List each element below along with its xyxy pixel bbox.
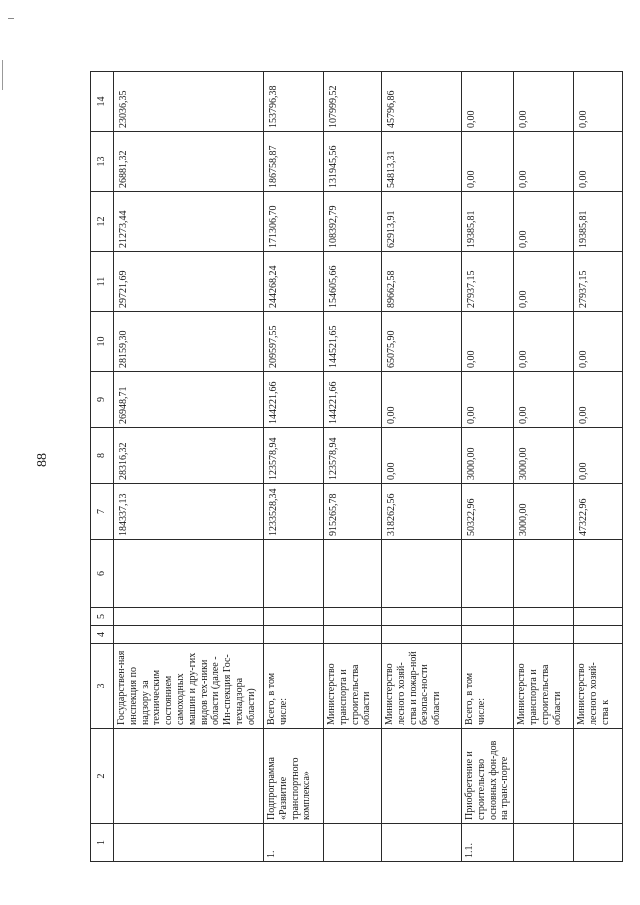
cell-col-13: 54813,31: [382, 132, 462, 192]
cell-col-6: [462, 540, 514, 608]
cell-col-2: [574, 729, 623, 824]
cell-col-3: Министерство лесного хозяй-ства к: [574, 644, 623, 729]
cell-col-2: Приобретение и строительство основных фон-дов на транс-порте: [462, 729, 514, 824]
cell-col-7: 1233528,34: [264, 484, 324, 540]
column-header-11: 11: [91, 252, 114, 312]
cell-col-13: 0,00: [462, 132, 514, 192]
column-header-2: 2: [91, 729, 114, 824]
cell-col-14: 45796,86: [382, 72, 462, 132]
column-header-9: 9: [91, 372, 114, 428]
column-header-10: 10: [91, 312, 114, 372]
cell-col-9: 0,00: [462, 372, 514, 428]
cell-col-11: 27937,15: [462, 252, 514, 312]
cell-col-7: 915265,78: [324, 484, 382, 540]
cell-col-8: 3000,00: [462, 428, 514, 484]
scan-edge-mark: [8, 18, 14, 19]
cell-col-6: [382, 540, 462, 608]
cell-col-2: Подпрограмма «Развитие транспортного комплекса»: [264, 729, 324, 824]
cell-col-5: [514, 608, 574, 626]
cell-col-2: [514, 729, 574, 824]
cell-col-11: 27937,15: [574, 252, 623, 312]
cell-col-9: 26948,71: [114, 372, 264, 428]
cell-col-14: 23036,35: [114, 72, 264, 132]
column-header-6: 6: [91, 540, 114, 608]
cell-col-8: 0,00: [382, 428, 462, 484]
table-row: [324, 72, 382, 862]
column-header-5: 5: [91, 608, 114, 626]
cell-col-5: [324, 608, 382, 626]
column-header-14: 14: [91, 72, 114, 132]
cell-col-6: [514, 540, 574, 608]
cell-col-11: 0,00: [514, 252, 574, 312]
cell-col-5: [462, 608, 514, 626]
cell-col-4: [574, 626, 623, 644]
page-number: 88: [35, 453, 50, 467]
cell-col-10: 144521,65: [324, 312, 382, 372]
cell-col-7: 3000,00: [514, 484, 574, 540]
cell-col-9: 144221,66: [264, 372, 324, 428]
cell-col-4: [324, 626, 382, 644]
cell-col-7: 50322,96: [462, 484, 514, 540]
cell-col-1: [114, 824, 264, 862]
cell-col-1: [514, 824, 574, 862]
cell-col-5: [574, 608, 623, 626]
cell-col-9: 0,00: [514, 372, 574, 428]
cell-col-9: 144221,66: [324, 372, 382, 428]
cell-col-3: Министерство транспорта и строительства области: [514, 644, 574, 729]
cell-col-14: 153796,38: [264, 72, 324, 132]
cell-col-13: 131945,56: [324, 132, 382, 192]
cell-col-8: 3000,00: [514, 428, 574, 484]
cell-col-4: [514, 626, 574, 644]
cell-col-4: [114, 626, 264, 644]
cell-col-6: [114, 540, 264, 608]
cell-col-12: 108392,79: [324, 192, 382, 252]
cell-col-13: 186758,87: [264, 132, 324, 192]
cell-col-11: 244268,24: [264, 252, 324, 312]
cell-col-2: [114, 729, 264, 824]
cell-col-10: 0,00: [574, 312, 623, 372]
cell-col-6: [324, 540, 382, 608]
cell-col-3: Всего, в том числе:: [264, 644, 324, 729]
cell-col-5: [382, 608, 462, 626]
cell-col-4: [264, 626, 324, 644]
column-header-7: 7: [91, 484, 114, 540]
cell-col-12: 21273,44: [114, 192, 264, 252]
cell-col-14: 0,00: [462, 72, 514, 132]
cell-col-4: [382, 626, 462, 644]
cell-col-2: [382, 729, 462, 824]
cell-col-14: 107999,52: [324, 72, 382, 132]
cell-col-12: 19385,81: [462, 192, 514, 252]
cell-col-3: Всего, в том числе:: [462, 644, 514, 729]
cell-col-6: [264, 540, 324, 608]
budget-table-rotated: [90, 72, 617, 862]
column-header-3: 3: [91, 644, 114, 729]
cell-col-9: 0,00: [382, 372, 462, 428]
table-header-row: [91, 72, 114, 862]
column-header-8: 8: [91, 428, 114, 484]
scan-edge-mark: [2, 60, 3, 90]
cell-col-14: 0,00: [574, 72, 623, 132]
cell-col-5: [114, 608, 264, 626]
cell-col-7: 47322,96: [574, 484, 623, 540]
column-header-4: 4: [91, 626, 114, 644]
cell-col-1: 1.1.: [462, 824, 514, 862]
cell-col-13: 0,00: [574, 132, 623, 192]
cell-col-14: 0,00: [514, 72, 574, 132]
column-header-1: 1: [91, 824, 114, 862]
cell-col-5: [264, 608, 324, 626]
cell-col-12: 171306,70: [264, 192, 324, 252]
cell-col-1: [574, 824, 623, 862]
cell-col-11: 154605,66: [324, 252, 382, 312]
cell-col-11: 89662,58: [382, 252, 462, 312]
table-row: [264, 72, 324, 862]
cell-col-8: 123578,94: [324, 428, 382, 484]
cell-col-1: 1.: [264, 824, 324, 862]
cell-col-10: 65075,90: [382, 312, 462, 372]
cell-col-10: 28159,30: [114, 312, 264, 372]
cell-col-13: 26881,32: [114, 132, 264, 192]
cell-col-12: 19385,81: [574, 192, 623, 252]
table-body: [114, 72, 623, 862]
cell-col-2: [324, 729, 382, 824]
cell-col-12: 0,00: [514, 192, 574, 252]
cell-col-1: [382, 824, 462, 862]
cell-col-12: 62913,91: [382, 192, 462, 252]
column-header-13: 13: [91, 132, 114, 192]
table-row: [462, 72, 514, 862]
cell-col-3: Государствен-ная инспекция по надзору за техническим состоянием самоходных машин и дру-гих видов тех-ники области (далее - Ин-спекция Гос-технадзора области): [114, 644, 264, 729]
cell-col-10: 0,00: [462, 312, 514, 372]
cell-col-11: 29721,69: [114, 252, 264, 312]
cell-col-8: 123578,94: [264, 428, 324, 484]
cell-col-8: 28316,32: [114, 428, 264, 484]
table-row: [514, 72, 574, 862]
cell-col-6: [574, 540, 623, 608]
cell-col-9: 0,00: [574, 372, 623, 428]
cell-col-3: Министерство лесного хозяй-ства и пожар-ной безопас-ности области: [382, 644, 462, 729]
cell-col-1: [324, 824, 382, 862]
budget-table: [90, 71, 623, 862]
cell-col-13: 0,00: [514, 132, 574, 192]
table-row: [574, 72, 623, 862]
table-row: [382, 72, 462, 862]
cell-col-7: 184337,13: [114, 484, 264, 540]
table-row: [114, 72, 264, 862]
cell-col-10: 209597,55: [264, 312, 324, 372]
cell-col-8: 0,00: [574, 428, 623, 484]
cell-col-3: Министерство транспорта и строительства области: [324, 644, 382, 729]
cell-col-7: 318262,56: [382, 484, 462, 540]
column-header-12: 12: [91, 192, 114, 252]
cell-col-4: [462, 626, 514, 644]
cell-col-10: 0,00: [514, 312, 574, 372]
